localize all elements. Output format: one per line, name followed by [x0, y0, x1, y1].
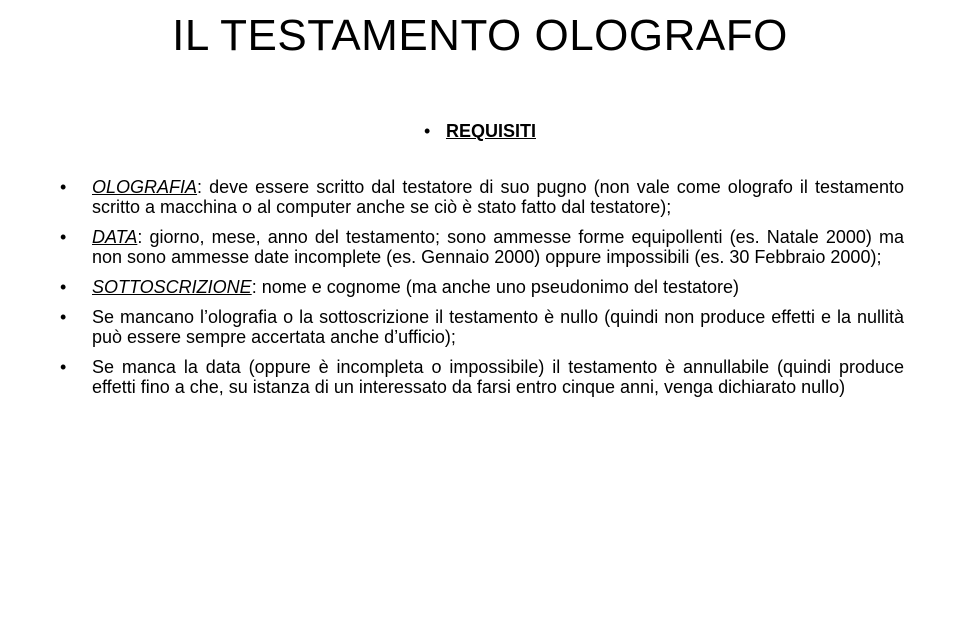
section-heading: [0, 120, 960, 142]
bullet-glyph: •: [60, 227, 67, 247]
slide-title: IL TESTAMENTO OLOGRAFO: [172, 11, 788, 60]
item-term: OLOGRAFIA: [92, 177, 198, 197]
section-label: REQUISITI: [445, 121, 536, 141]
item-term: DATA: [92, 227, 138, 247]
item-text: : nome e cognome (ma anche uno pseudonimo del testatore): [251, 277, 739, 297]
list-item-annullabilita: [60, 357, 904, 397]
item-text: Se mancano l’olografia o la sottoscrizione il testamento è nullo (quindi non produce effetti e la nullità può essere sempre accertata anche d’ufficio);: [92, 307, 904, 347]
item-term: SOTTOSCRIZIONE: [92, 277, 252, 297]
item-text: Se manca la data (oppure è incompleta o impossibile) il testamento è annullabile (quindi produce effetti fino a che, su istanza di un interessato da farsi entro cinque anni, venga dichiarato nullo): [92, 357, 904, 397]
list-item-data: [60, 227, 904, 267]
bullet-glyph: •: [60, 307, 67, 327]
item-text: : giorno, mese, anno del testamento; sono ammesse forme equipollenti (es. Natale 2000) ma non sono ammesse date incomplete (es. Gennaio 2000) oppure impossibili (es. 30 Febbraio 2000);: [92, 227, 904, 267]
list-item-sottoscrizione: [60, 277, 904, 297]
requirements-list: [60, 177, 904, 407]
bullet-glyph: •: [60, 357, 67, 377]
bullet-glyph: •: [60, 277, 67, 297]
list-item-nullita: [60, 307, 904, 347]
item-text: : deve essere scritto dal testatore di suo pugno (non vale come olografo il testamento scritto a macchina o al computer anche se ciò è stato fatto dal testatore);: [92, 177, 904, 217]
bullet-glyph: •: [60, 177, 67, 197]
bullet-glyph: •: [423, 121, 431, 141]
list-item-olografia: [60, 177, 904, 217]
